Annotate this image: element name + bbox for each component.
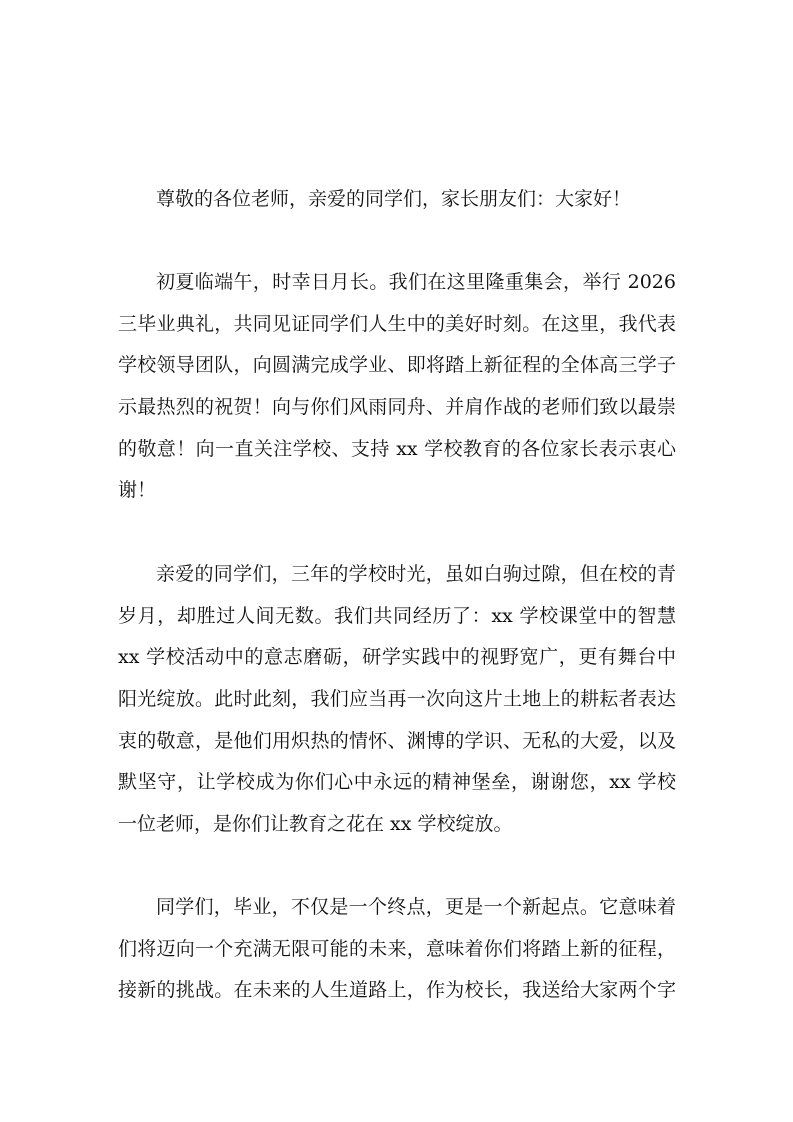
text-line: 学校领导团队，向圆满完成学业、即将踏上新征程的全体高三学子 xyxy=(118,354,676,377)
text-line: 初夏临端午，时幸日月长。我们在这里隆重集会，举行 2026 xyxy=(156,271,676,293)
text-line: 默坚守，让学校成为你们心中永远的精神堡垒，谢谢您，xx 学校 xyxy=(118,771,676,794)
text-line: 谢！ xyxy=(118,479,157,502)
text-line: 示最热烈的祝贺！向与你们风雨同舟、并肩作战的老师们致以最崇 xyxy=(118,396,676,419)
paragraph-3 xyxy=(118,887,676,1012)
text-line: 岁月，却胜过人间无数。我们共同经历了：xx 学校课堂中的智慧 xyxy=(118,604,676,627)
paragraph-1 xyxy=(118,262,676,512)
text-line: 同学们，毕业，不仅是一个终点，更是一个新起点。它意味着 xyxy=(156,896,676,918)
text-line: 阳光绽放。此时此刻，我们应当再一次向这片土地上的耕耘者表达 xyxy=(118,688,676,711)
text-line: xx 学校活动中的意志磨砺，研学实践中的视野宽广，更有舞台中 xyxy=(118,646,676,669)
paragraph-2 xyxy=(118,554,676,846)
text-line: 接新的挑战。在未来的人生道路上，作为校长，我送给大家两个字 xyxy=(118,979,676,1002)
text-line: 三毕业典礼，共同见证同学们人生中的美好时刻。在这里，我代表 xyxy=(118,312,676,335)
text-line: 们将迈向一个充满无限可能的未来，意味着你们将踏上新的征程， xyxy=(118,937,676,960)
text-line: 亲爱的同学们，三年的学校时光，虽如白驹过隙，但在校的青 xyxy=(156,563,676,585)
text-line: 的敬意！向一直关注学校、支持 xx 学校教育的各位家长表示衷心 xyxy=(118,437,676,460)
greeting-paragraph xyxy=(118,179,676,221)
text-line: 衷的敬意，是他们用炽热的情怀、渊博的学识、无私的大爱，以及 xyxy=(118,729,676,752)
text-line: 一位老师，是你们让教育之花在 xx 学校绽放。 xyxy=(118,813,513,836)
greeting-line: 尊敬的各位老师，亲爱的同学们，家长朋友们：大家好！ xyxy=(156,188,632,210)
